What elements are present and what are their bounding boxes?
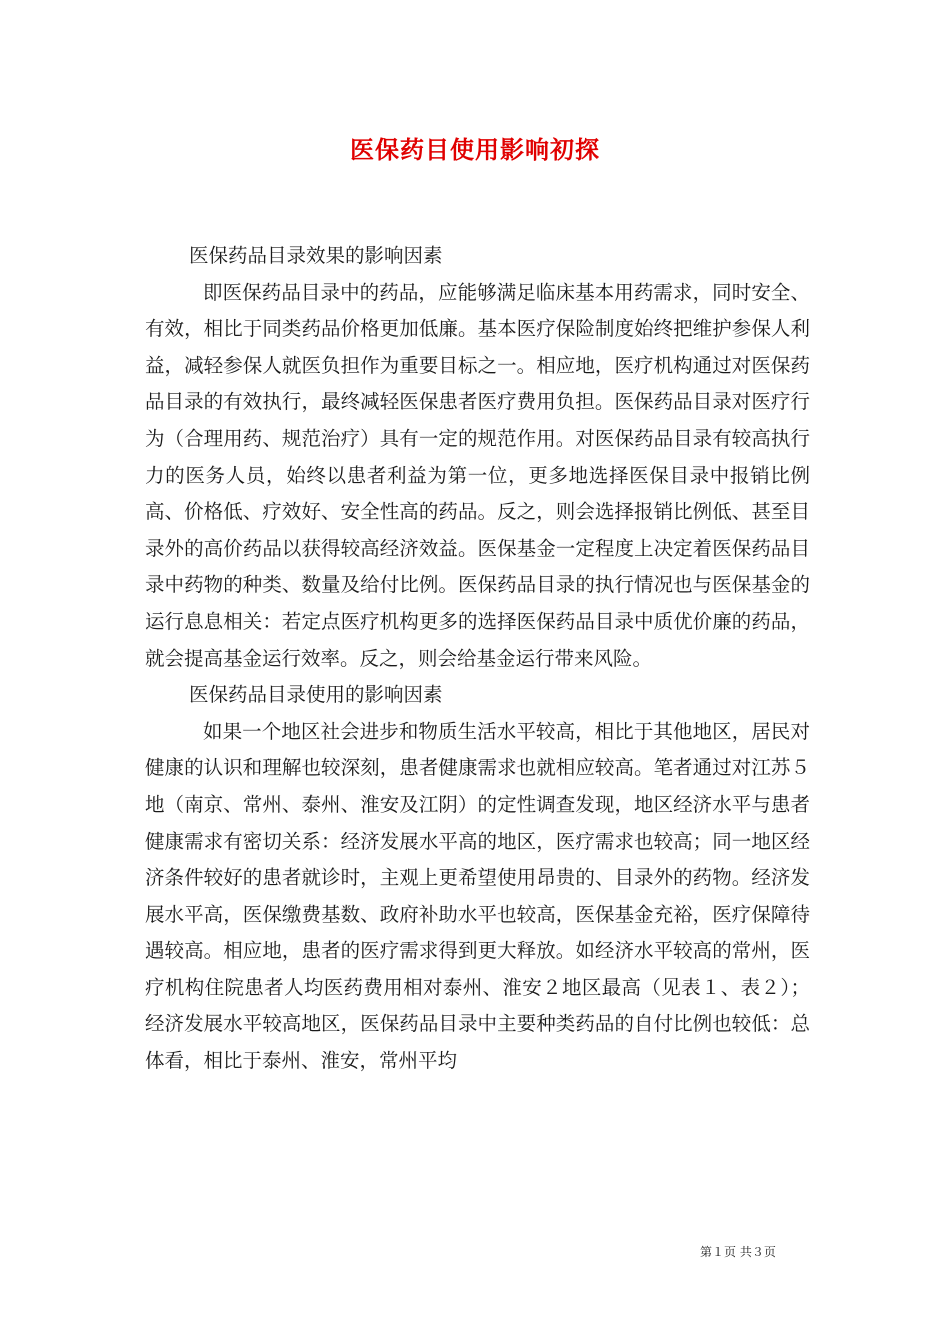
page-number-footer: 第１页 共３页	[700, 1245, 776, 1259]
document-body	[145, 238, 810, 1080]
document-title: 医保药目使用影响初探	[350, 135, 600, 164]
section-heading-effect-factors: 医保药品目录效果的影响因素	[189, 244, 443, 267]
section-paragraph-effect-factors: 即医保药品目录中的药品，应能够满足临床基本用药需求，同时安全、有效，相比于同类药品价格更加低廉。基本医疗保险制度始终把维护参保人利益，减轻参保人就医负担作为重要目标之一。相应地，医疗机构通过对医保药品目录的有效执行，最终减轻医保患者医疗费用负担。医保药品目录对医疗行为（合理用药、规范治疗）具有一定的规范作用。对医保药品目录有较高执行力的医务人员，始终以患者利益为第一位，更多地选择医保目录中报销比例高、价格低、疗效好、安全性高的药品。反之，则会选择报销比例低、甚至目录外的高价药品以获得较高经济效益。医保基金一定程度上决定着医保药品目录中药物的种类、数量及给付比例。医保药品目录的执行情况也与医保基金的运行息息相关：若定点医疗机构更多的选择医保药品目录中质优价廉的药品，就会提高基金运行效率。反之，则会给基金运行带来风险。	[145, 280, 810, 670]
section-paragraph-usage-factors: 如果一个地区社会进步和物质生活水平较高，相比于其他地区，居民对健康的认识和理解也较深刻，患者健康需求也就相应较高。笔者通过对江苏５地（南京、常州、泰州、淮安及江阴）的定性调查发现，地区经济水平与患者健康需求有密切关系：经济发展水平高的地区，医疗需求也较高；同一地区经济条件较好的患者就诊时，主观上更希望使用昂贵的、目录外的药物。经济发展水平高，医保缴费基数、政府补助水平也较高，医保基金充裕，医疗保障待遇较高。相应地，患者的医疗需求得到更大释放。如经济水平较高的常州，医疗机构住院患者人均医药费用相对泰州、淮安２地区最高（见表１、表２）；经济发展水平较高地区，医保药品目录中主要种类药品的自付比例也较低：总体看，相比于泰州、淮安，常州平均	[145, 719, 810, 1073]
section-heading-usage-factors: 医保药品目录使用的影响因素	[189, 683, 443, 707]
